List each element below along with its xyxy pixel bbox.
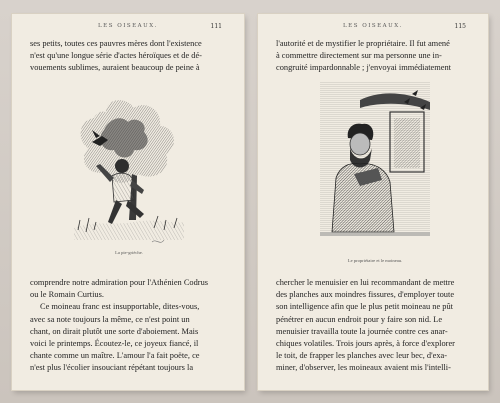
- right-page-number: 115: [454, 23, 466, 30]
- text-line: ses petits, toutes ces pauvres mères dont l'existence: [30, 39, 202, 48]
- text-line: vouements sublimes, auraient beaucoup de peine à: [30, 63, 200, 73]
- text-line: congruité impardonnable ; j'envoyai immédiatement: [276, 63, 452, 73]
- text-line: menuisier travailla toute la journée contre ces anar-: [276, 326, 448, 336]
- text-line: l'autorité et de mystifier le propriétaire. Il fut amené: [276, 39, 450, 48]
- text-line: son intelligence afin que le plus petit moineau ne pût: [276, 302, 453, 312]
- text-line: voici le printemps. Écoutez-le, ce joyeux fiancé, il: [30, 339, 199, 349]
- text-line: n'est plus l'écolier insouciant répétant toujours la: [30, 363, 194, 373]
- right-running-title: LES OISEAUX.: [343, 23, 403, 29]
- left-top-text: [30, 38, 228, 75]
- right-bottom-text: [276, 277, 472, 375]
- right-illustration-caption: Le propriétaire et le moineau.: [347, 258, 403, 263]
- proprietor-engraving: [320, 82, 430, 264]
- text-line: à commettre directement sur ma personne une in-: [276, 51, 442, 61]
- left-page-number: 111: [210, 23, 222, 30]
- left-running-title: LES OISEAUX.: [98, 23, 158, 29]
- text-line: des planches aux moindres fissures, d'employer toute: [276, 290, 455, 300]
- text-line: pénétrer en aucun endroit pour y faire son nid. Le: [276, 314, 443, 324]
- text-line: comprendre notre admiration pour l'Athénien Codrus: [30, 278, 209, 287]
- text-line: Ce moineau franc est insupportable, dites-vous,: [40, 302, 200, 312]
- text-line: le toit, de frapper les planches avec leur bec, d'exa-: [276, 351, 448, 361]
- right-top-text: [276, 38, 472, 75]
- shrike-engraving: [74, 90, 184, 260]
- left-bottom-text: [30, 277, 228, 375]
- left-illustration-caption: La pie-grièche.: [115, 250, 143, 255]
- text-line: chante comme un maître. L'amour l'a fait poëte, ce: [30, 351, 200, 361]
- text-line: miner, d'observer, les moineaux avaient mis l'intelli-: [276, 363, 451, 373]
- right-page: [258, 14, 488, 390]
- text-line: chiques volatiles. Trois jours après, à force d'explorer: [276, 339, 455, 349]
- text-line: n'est qu'une longue série d'actes héroïques et de dé-: [30, 51, 202, 61]
- engraving-image: [320, 82, 430, 250]
- text-line: ou le Romain Curtius.: [30, 290, 104, 300]
- text-line: chercher le menuisier en lui recommandant de mettre: [276, 278, 455, 287]
- text-line: chant, on dirait plutôt une sorte d'aboiement. Mais: [30, 326, 199, 336]
- left-page: [12, 14, 244, 390]
- text-line: avec sa note toujours la même, ce n'est point un: [30, 314, 190, 324]
- engraving-image: [74, 90, 184, 260]
